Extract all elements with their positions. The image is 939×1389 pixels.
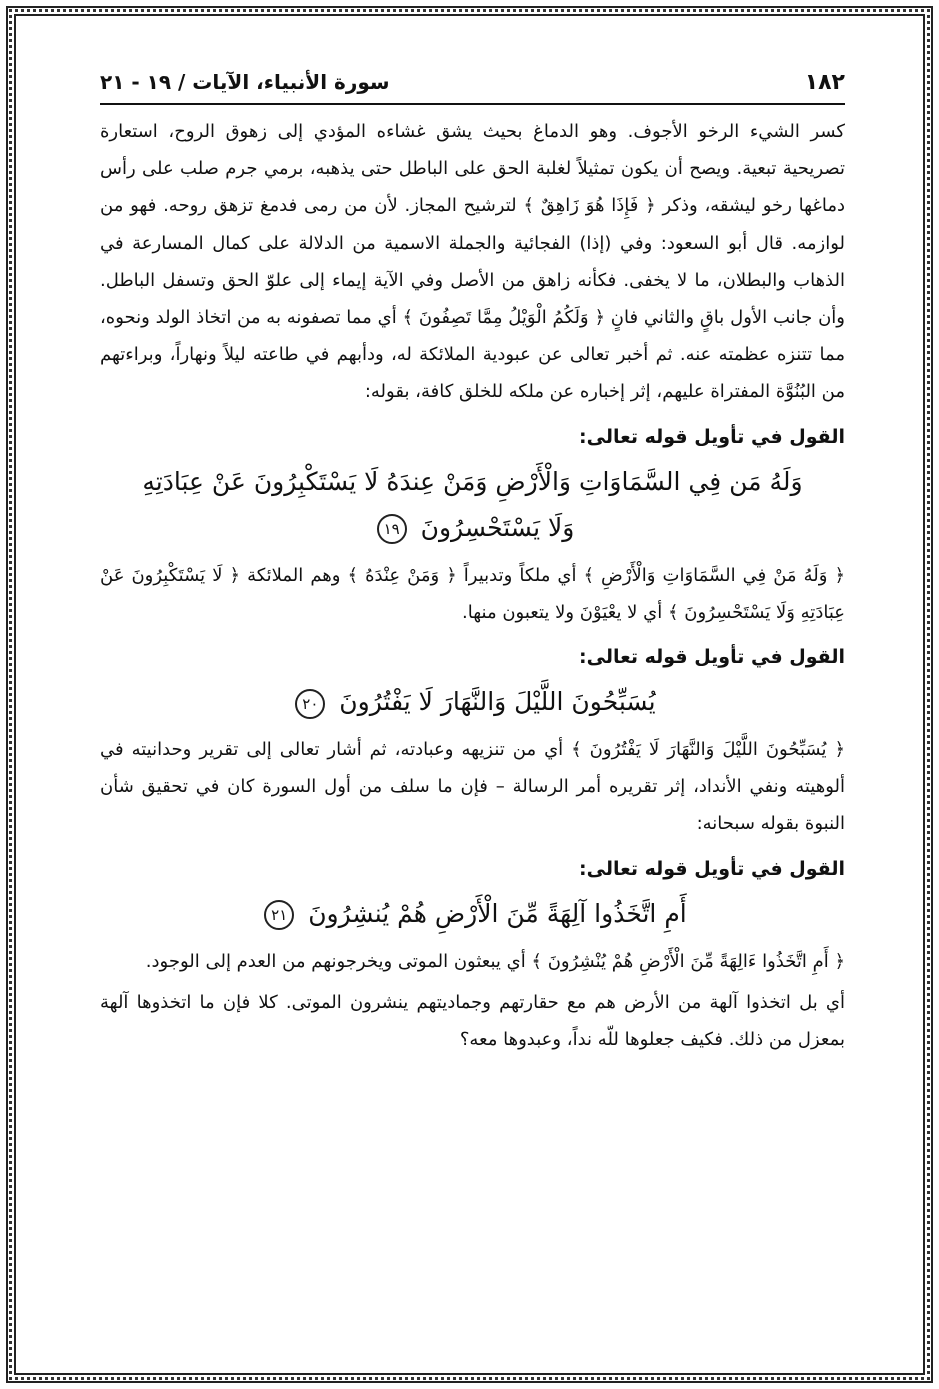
commentary-paragraph: ﴿ وَلَهُ مَنْ فِي السَّمَاوَاتِ وَالْأَرْضِ ﴾ أي ملكاً وتدبيراً ﴿ وَمَنْ عِنْدَهُ ﴾ وهم الملائكة ﴿ لَا يَسْتَكْبِرُونَ عَنْ عِبَادَتِهِ وَلَا يَسْتَحْسِرُونَ ﴾ أي لا يعْيَوْنَ ولا يتعبون منها.: [100, 564, 845, 623]
section-verse-19: [100, 421, 845, 631]
running-header: [100, 64, 845, 105]
section-heading: القول في تأويل قوله تعالى:: [579, 857, 845, 880]
page-number: ١٨٢: [804, 70, 845, 95]
verse-line: يُسَبِّحُونَ اللَّيْلَ وَالنَّهَارَ لَا يَفْتُرُونَ: [339, 687, 656, 717]
section-verse-20: [100, 641, 845, 843]
section-heading: القول في تأويل قوله تعالى:: [579, 425, 845, 448]
intro-paragraph: كسر الشيء الرخو الأجوف. وهو الدماغ بحيث يشق غشاءه المؤدي إلى زهوق الروح، استعارة تصريحية تبعية. ويصح أن يكون تمثيلاً لغلبة الحق على الباطل حتى يذهبه، برمي جرم صلب على رأس دماغها رخو ليشقه، وذكر ﴿ فَإِذَا هُوَ زَاهِقٌ ﴾ لترشيح المجاز. لأن من رمى فدمغ تزهق روحه. فهو من لوازمه. قال أبو السعود: وفي (إذا) الفجائية والجملة الاسمية من الدلالة على كمال المسارعة في الذهاب والبطلان، ما لا يخفى. فكأنه زاهق من الأصل وفي الآية إيماء إلى علوّ الحق وتسفل الباطل. وأن جانب الأول باقٍ والثاني فانٍ ﴿ وَلَكُمُ الْوَيْلُ مِمَّا تَصِفُونَ ﴾ أي مما تصفونه به من اتخاذ الولد ونحوه، مما تتنزه عظمته عنه. ثم أخبر تعالى عن عبودية الملائكة له، ودأبهم في طاعته ليلاً ونهاراً، وبراءتهم من البُنُوَّة المفتراة عليهم، إثر إخباره عن ملكه للخلق كافة، بقوله:: [100, 121, 845, 403]
verse-line: وَلَهُ مَن فِي السَّمَاوَاتِ وَالْأَرْضِ وَمَنْ عِندَهُ لَا يَسْتَكْبِرُونَ عَنْ عِبَادَتِهِ: [142, 466, 803, 496]
quran-verse: [100, 679, 845, 725]
ayah-number-marker: ٢١: [264, 900, 294, 930]
chapter-title: سورة الأنبياء، الآيات / ١٩ - ٢١: [100, 70, 390, 94]
section-heading: القول في تأويل قوله تعالى:: [579, 646, 845, 669]
commentary-paragraph: ﴿ يُسَبِّحُونَ اللَّيْلَ وَالنَّهَارَ لَا يَفْتُرُونَ ﴾ أي من تنزيهه وعبادته، ثم أشار تعالى إلى تقرير وحدانيته في ألوهيته ونفي الأنداد، إثر تقريره أمر الرسالة – فإن ما سلف من أول السورة كان في تحقيق شأن النبوة بقوله سبحانه:: [100, 739, 845, 835]
verse-line: أَمِ اتَّخَذُوا آلِهَةً مِّنَ الْأَرْضِ هُمْ يُنشِرُونَ: [308, 898, 687, 928]
quran-verse: [100, 459, 845, 551]
verse-line: وَلَا يَسْتَحْسِرُونَ: [420, 512, 575, 542]
page-content: [100, 64, 845, 1062]
ayah-number-marker: ١٩: [377, 514, 407, 544]
quran-verse: [100, 891, 845, 937]
commentary-paragraph: أي بل اتخذوا آلهة من الأرض هم مع حقارتهم وجماديتهم ينشرون الموتى. كلا فإن ما اتخذوها آلهة بمعزل من ذلك. فكيف جعلوها للّه نداً، وعبدوها معه؟: [100, 991, 845, 1051]
verse-line-with-number: [100, 505, 845, 551]
section-verse-21: [100, 853, 845, 1059]
ayah-number-marker: ٢٠: [295, 689, 325, 719]
commentary-paragraph: ﴿ أَمِ اتَّخَذُوا ءَالِهَةً مِّنَ الْأَرْضِ هُمْ يُنْشِرُونَ ﴾ أي يبعثون الموتى ويخرجونهم من العدم إلى الوجود.: [145, 950, 845, 972]
